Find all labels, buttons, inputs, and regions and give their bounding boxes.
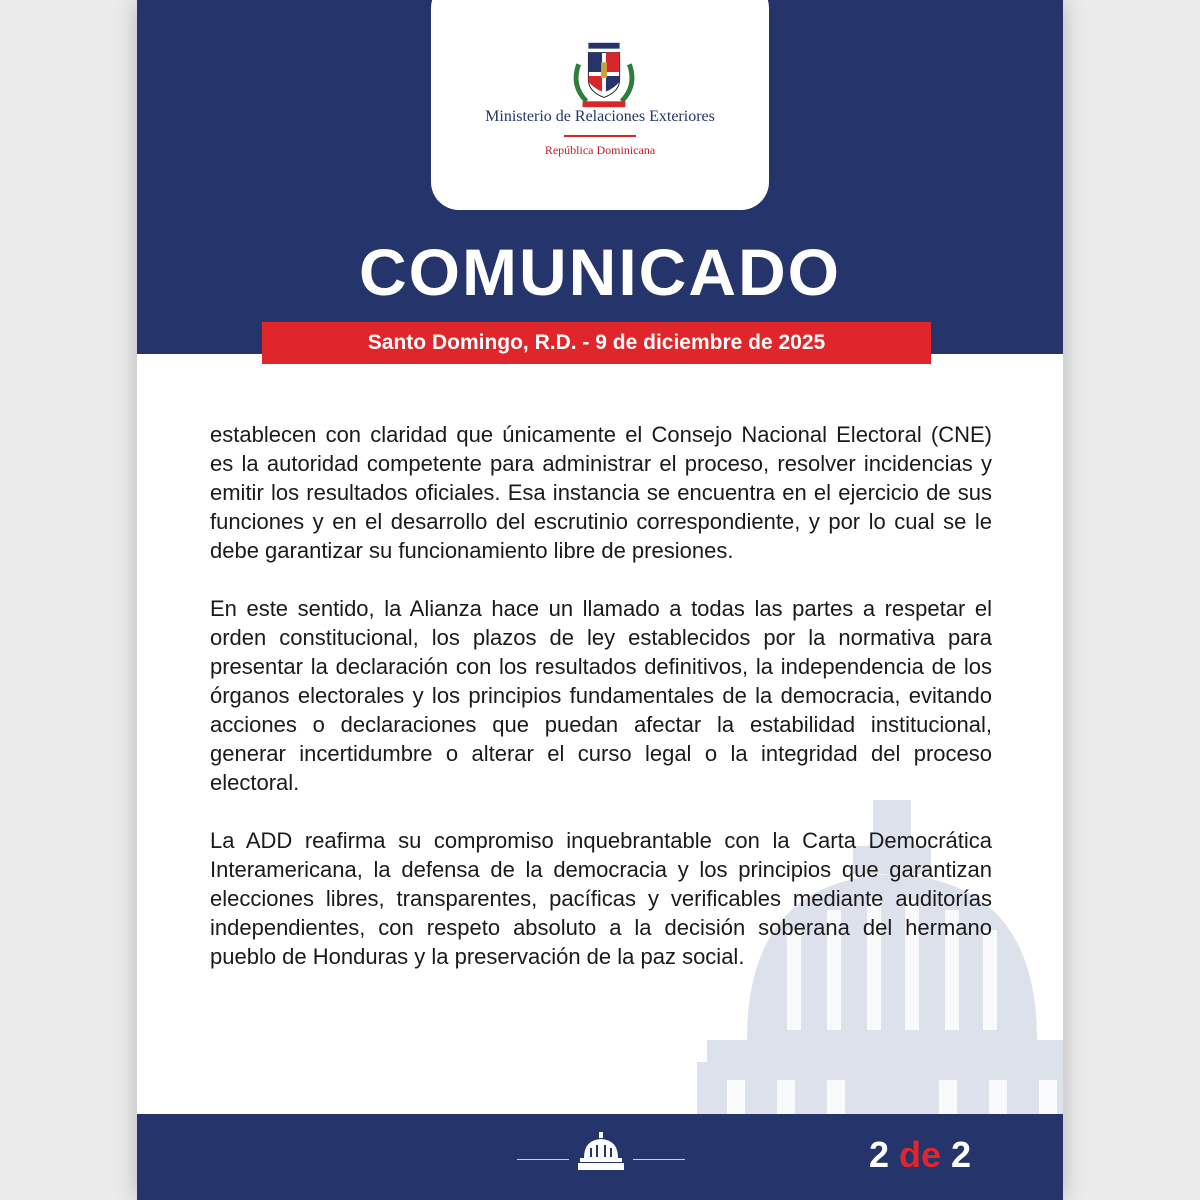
page-separator: de (889, 1134, 952, 1175)
ministry-divider (564, 135, 636, 137)
dominican-coat-of-arms-icon (565, 35, 643, 113)
palace-dome-icon (576, 1130, 626, 1172)
page-title: COMUNICADO (359, 235, 841, 309)
ministry-country: República Dominicana (544, 143, 656, 157)
body-paragraph-1: establecen con claridad que únicamente el Consejo Nacional Electoral (CNE) es la autoridad competente para administrar el proceso, resolver incidencias y emitir los resultados oficiales. Esa instancia se encuentra en el ejercicio de sus funciones y en el desarrollo del escrutinio correspondiente, y por lo cual se le debe garantizar su funcionamiento libre de presiones. (210, 422, 992, 563)
date-banner: Santo Domingo, R.D. - 9 de diciembre de 2025 (262, 322, 931, 364)
page-counter (869, 1134, 971, 1176)
header-band (137, 0, 1063, 354)
page-total: 2 (951, 1134, 972, 1175)
body-paragraph-3: La ADD reafirma su compromiso inquebrantable con la Carta Democrática Interamericana, la defensa de la democracia y los principios que garantizan elecciones libres, transparentes, pacíficas y verificables mediante auditorías independientes, con respeto absoluto a la decisión soberana del hermano pueblo de Honduras y la preservación de la paz social. (210, 828, 992, 969)
page-current: 2 (869, 1134, 890, 1175)
ministry-logo-card (431, 0, 769, 210)
communique-body (210, 420, 992, 1000)
footer-divider-right (633, 1159, 685, 1160)
ministry-name: Ministerio de Relaciones Exteriores (485, 108, 715, 125)
footer-band (137, 1114, 1063, 1200)
footer-divider-left (517, 1159, 569, 1160)
body-paragraph-2: En este sentido, la Alianza hace un llamado a todas las partes a respetar el orden constitucional, los plazos de ley establecidos por la normativa para presentar la declaración con los resultados definitivos, la independencia de los órganos electorales y los principios fundamentales de la democracia, evitando acciones o declaraciones que puedan afectar la estabilidad institucional, generar incertidumbre o alterar el curso legal o la integridad del proceso electoral. (210, 596, 992, 795)
communique-page (137, 0, 1063, 1200)
